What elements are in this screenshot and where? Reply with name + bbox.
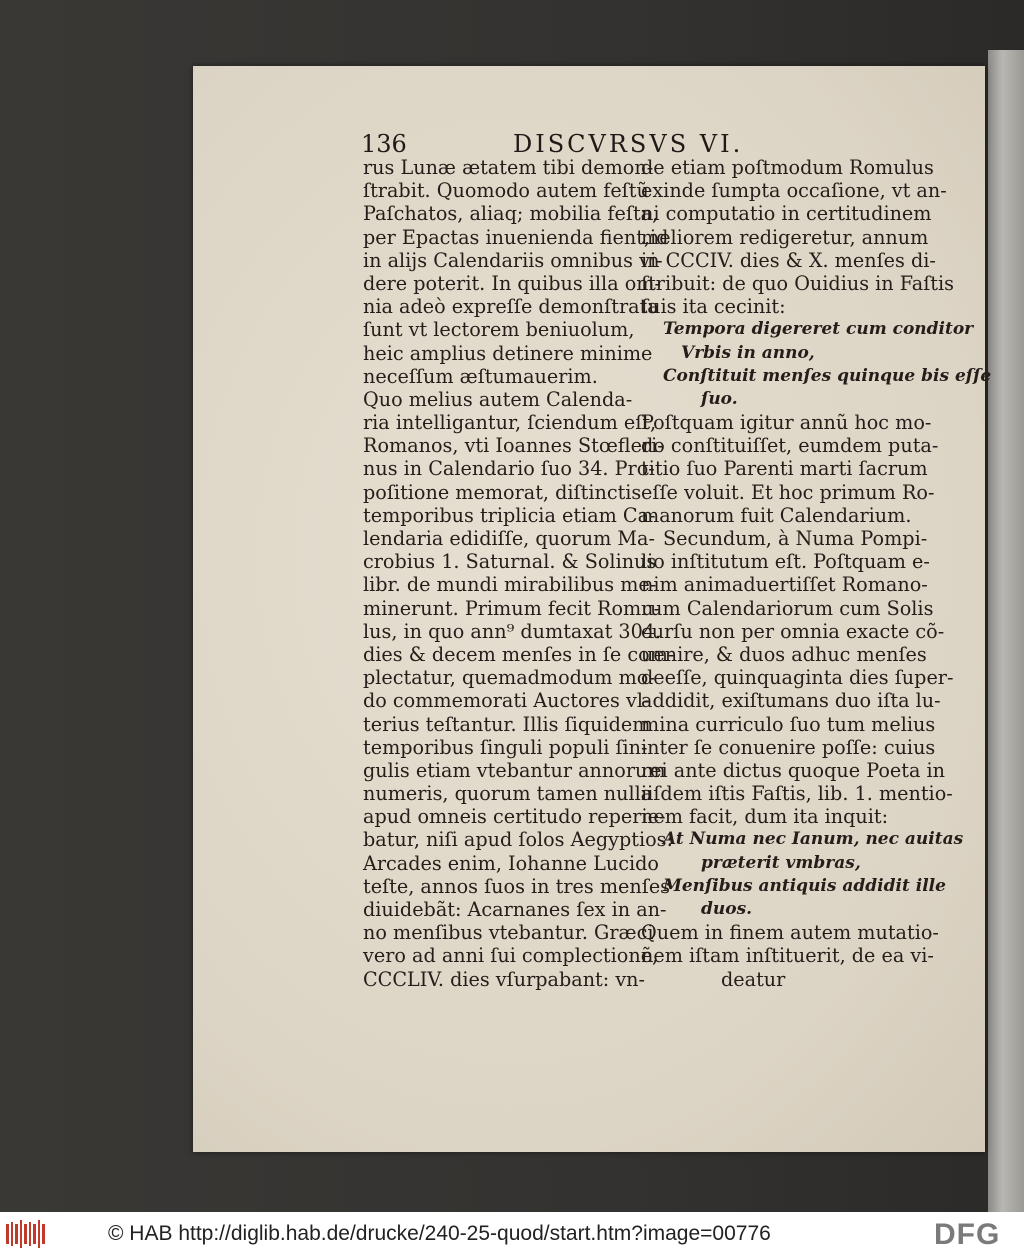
text-line: Quem in finem autem mutatio- xyxy=(641,921,939,945)
text-line: nim animaduertiſſet Romano- xyxy=(641,573,928,597)
text-line: poſitione memorat, diſtinctis xyxy=(363,480,642,504)
text-line: ſuis ita cecinit: xyxy=(641,295,786,319)
text-line: in alijs Calendariis omnibus vi- xyxy=(363,248,663,272)
running-title: DISCVRSVS VI. xyxy=(513,130,744,158)
text-line: heic amplius detinere minime xyxy=(363,341,653,365)
text-line: do conſtituiſſet, eumdem puta- xyxy=(641,434,939,458)
text-line: addidit, exiſtumans duo iſta lu- xyxy=(641,689,941,713)
text-line: dies & decem menſes in ſe com- xyxy=(363,642,675,666)
book-page xyxy=(193,66,992,1152)
text-line: temporibus triplicia etiam Ca- xyxy=(363,503,656,527)
text-line: de etiam poſtmodum Romulus xyxy=(641,156,934,179)
text-line: ſtribuit: de quo Ouidius in Faſtis xyxy=(641,271,954,295)
text-line: vero ad anni ſui complectionẽ, xyxy=(363,944,659,968)
right-text-column xyxy=(641,156,991,991)
text-line: libr. de mundi mirabilibus me- xyxy=(363,573,657,597)
copyright-link[interactable]: © HAB http://diglib.hab.de/drucke/240-25-quod/start.htm?image=00776 xyxy=(108,1222,771,1245)
text-line: Paſchatos, aliaq; mobilia feſta, xyxy=(363,202,659,226)
page-number: 136 xyxy=(361,130,407,158)
verse-line: Tempora digereret cum conditor xyxy=(663,319,974,340)
text-line: batur, niſi apud ſolos Aegyptios: xyxy=(363,828,673,852)
text-line: curſu non per omnia exacte cõ- xyxy=(641,619,945,643)
text-line: CCCLIV. dies vſurpabant: vn- xyxy=(363,967,646,991)
text-line: lus, in quo ann⁹ dumtaxat 304. xyxy=(363,619,662,643)
text-line: Secundum, à Numa Pompi- xyxy=(663,527,928,550)
text-line: lendaria edidiſſe, quorum Ma- xyxy=(363,527,655,550)
text-line: Arcades enim, Iohanne Lucido xyxy=(363,851,659,875)
text-line: manorum fuit Calendarium. xyxy=(641,503,912,527)
text-line: mina curriculo ſuo tum melius xyxy=(641,712,936,736)
text-line: no menſibus vtebantur. Græci xyxy=(363,921,654,945)
text-line: in CCCIV. dies & X. menſes di- xyxy=(641,248,936,272)
text-line: numeris, quorum tamen nulla xyxy=(363,782,653,806)
text-line: Poſtquam igitur annũ hoc mo- xyxy=(641,411,932,435)
text-line: inter ſe conuenire poſſe: cuius xyxy=(641,735,936,759)
text-line: diuidebãt: Acarnanes ſex in an- xyxy=(363,898,667,921)
text-line: titio ſuo Parenti marti ſacrum xyxy=(641,457,928,481)
text-line: rei ante dictus quoque Poeta in xyxy=(641,758,945,782)
verse-line: Menſibus antiquis addidit ille xyxy=(663,875,946,896)
verse-line: At Numa nec Ianum, nec auitas xyxy=(663,829,964,850)
text-line: do commemorati Auctores vl- xyxy=(363,689,650,713)
verse-line: Vrbis in anno, xyxy=(681,342,815,363)
left-text-column xyxy=(363,156,674,991)
text-line: apud omneis certitudo reperie- xyxy=(363,805,666,829)
text-line: minerunt. Primum fecit Romu- xyxy=(363,596,661,620)
text-line: per Epactas inuenienda fient,id xyxy=(363,225,669,249)
text-line: deatur xyxy=(721,967,786,991)
text-line: exinde ſumpta occaſione, vt an- xyxy=(641,179,947,203)
text-line: nia adeò expreſſe demonſtrata xyxy=(363,295,659,319)
verse-line: Conſtituit menſes quinque bis eſſe xyxy=(663,365,992,386)
dfg-logo: DFG xyxy=(934,1218,1001,1251)
text-line: crobius 1. Saturnal. & Solinus xyxy=(363,550,657,574)
text-line: nem iſtam inſtituerit, de ea vi- xyxy=(641,944,934,968)
text-line: terius teſtantur. Illis ſiquidem xyxy=(363,712,651,736)
text-line: temporibus ſinguli populi ſin- xyxy=(363,735,648,759)
text-line: uenire, & duos adhuc menſes xyxy=(641,642,927,666)
footer-bar xyxy=(0,1212,1024,1255)
verse-line: duos. xyxy=(701,899,753,919)
text-line: iiſdem iſtis Faſtis, lib. 1. mentio- xyxy=(641,782,953,806)
text-line: gulis etiam vtebantur annorum xyxy=(363,758,666,782)
text-line: nus in Calendario ſuo 34. Pro- xyxy=(363,457,655,481)
text-line: rum Calendariorum cum Solis xyxy=(641,596,934,620)
text-line: ſtrabit. Quomodo autem feſtũ xyxy=(363,179,649,203)
text-line: eſſe voluit. Et hoc primum Ro- xyxy=(641,480,935,504)
verse-line: ſuo. xyxy=(701,388,738,409)
text-line: nem facit, dum ita inquit: xyxy=(641,805,889,829)
text-line: deeſſe, quinquaginta dies ſuper- xyxy=(641,666,954,690)
text-line: teſte, annos ſuos in tres menſes xyxy=(363,874,671,898)
text-line: ria intelligantur, ſciendum eſt, xyxy=(363,411,657,435)
text-line: meliorem redigeretur, annum xyxy=(641,225,929,249)
text-line: lio inſtitutum eſt. Poſtquam e- xyxy=(641,550,930,574)
text-line: dere poterit. In quibus illa om- xyxy=(363,271,661,295)
text-line: ni computatio in certitudinem xyxy=(641,202,932,226)
library-barcode-icon xyxy=(6,1220,46,1248)
next-page-edge xyxy=(988,50,1024,1212)
text-line: Romanos, vti Ioannes Stœfleri- xyxy=(363,434,664,458)
verse-line: præterit vmbras, xyxy=(701,852,861,873)
text-line: plectatur, quemadmodum mo- xyxy=(363,666,655,690)
text-line: Quo melius autem Calenda- xyxy=(363,387,633,411)
text-line: rus Lunæ ætatem tibi demon- xyxy=(363,156,654,179)
text-line: neceſſum æſtumauerim. xyxy=(363,364,598,388)
text-line: ſunt vt lectorem beniuolum, xyxy=(363,318,635,342)
